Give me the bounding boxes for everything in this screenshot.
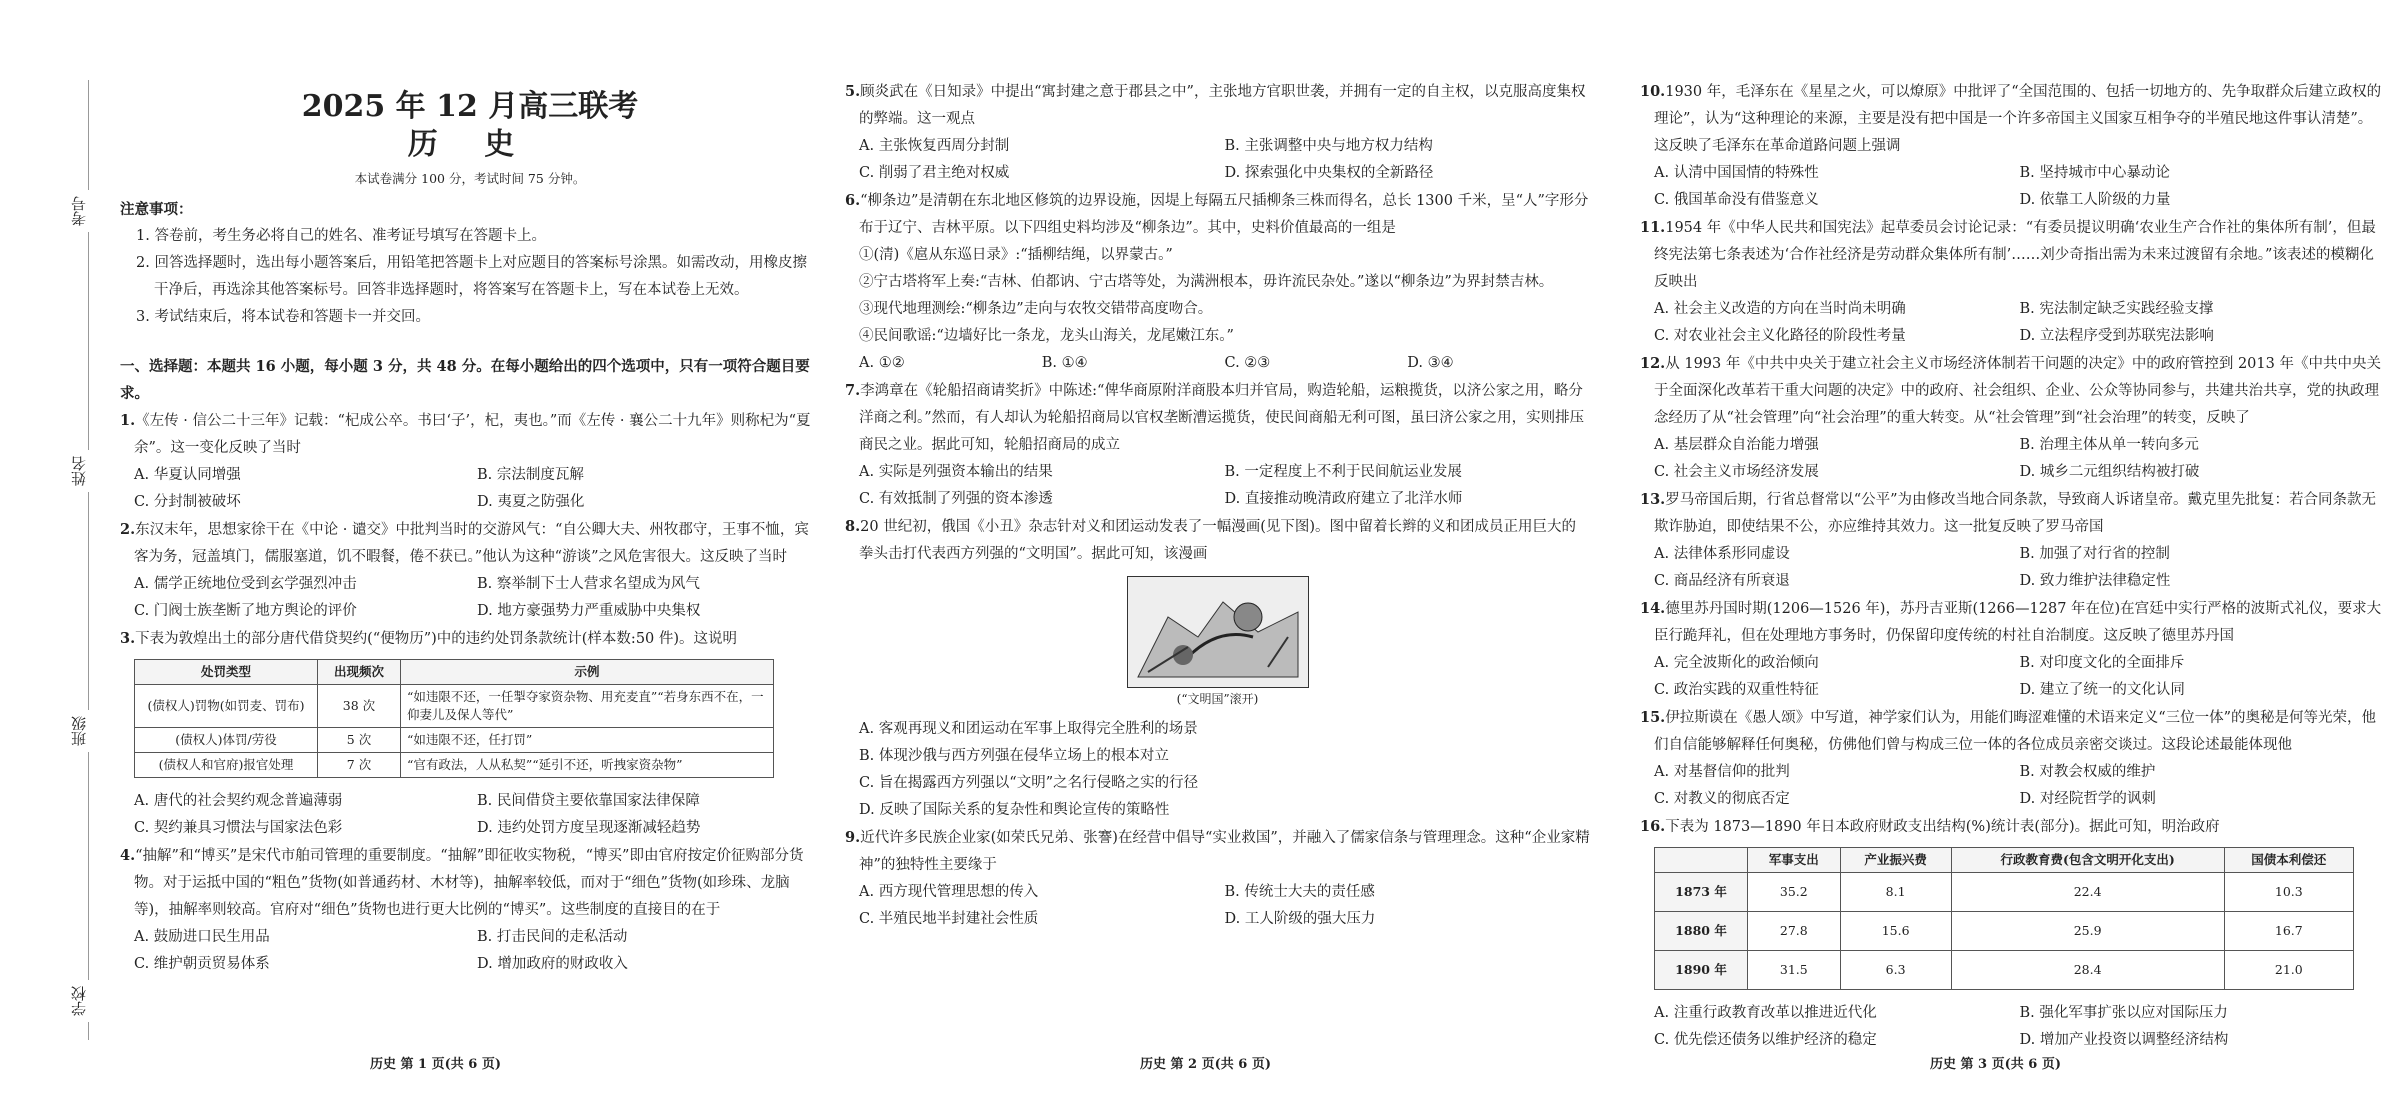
binding-label-name: 姓名 [68, 450, 89, 492]
cartoon-image [1127, 576, 1309, 688]
table-header [1655, 848, 1748, 873]
option: C. 门阀士族垄断了地方舆论的评价 [134, 603, 357, 619]
table-header: 行政教育费(包含文明开化支出) [1951, 848, 2224, 873]
option: C. ②③ [1224, 355, 1271, 371]
question-7: 7.李鸿章在《轮船招商请奖折》中陈述:“俾华商原附洋商股本归并官局，购造轮船，运粮揽货，以济公家之用，略分洋商之利。”然而，有人却认为轮船招商局以官权垄断漕运揽货，使民间商船无利可图，虽曰济公家之用，实则排压商民之业。据此可知，轮船招商局的成立 [845, 382, 1585, 453]
option: A. ①② [859, 355, 905, 371]
option: C. 分封制被破坏 [134, 494, 241, 510]
option: D. 依靠工人阶级的力量 [2019, 192, 2171, 208]
table-header: 军事支出 [1748, 848, 1841, 873]
option: B. 一定程度上不利于民间航运业发展 [1224, 464, 1462, 480]
question-6: 6.“柳条边”是清朝在东北地区修筑的边界设施，因堤上每隔五尺插柳条三株而得名，总长 1300 千米，呈“人”字形分布于辽宁、吉林平原。以下四组史料均涉及“柳条边”。其中，史料价值最高的一组是 [845, 192, 1589, 236]
question-16: 16.下表为 1873—1890 年日本政府财政支出结构(%)统计表(部分)。据此可知，明治政府 [1640, 818, 2220, 835]
option: C. 社会主义市场经济发展 [1654, 464, 1819, 480]
question-12-options [1640, 432, 2385, 486]
option: D. 立法程序受到苏联宪法影响 [2019, 328, 2214, 344]
option: A. 鼓励进口民生用品 [134, 929, 270, 945]
question-2-options [120, 571, 820, 625]
option: B. 民间借贷主要依靠国家法律保障 [477, 793, 700, 809]
option: D. 反映了国际关系的复杂性和舆论宣传的策略性 [859, 802, 1170, 818]
table-header: 产业振兴费 [1840, 848, 1951, 873]
option: C. 契约兼具习惯法与国家法色彩 [134, 820, 343, 836]
option: B. 治理主体从单一转向多元 [2019, 437, 2199, 453]
page-1-column [120, 78, 820, 978]
question-14-options [1640, 650, 2385, 704]
option: B. 对印度文化的全面排斥 [2019, 655, 2185, 671]
option: D. 致力维护法律稳定性 [2019, 573, 2171, 589]
option: D. 建立了统一的文化认同 [2019, 682, 2185, 698]
exam-subject: 历 史 [407, 127, 533, 162]
option: B. ①④ [1041, 355, 1088, 371]
table-row: (债权人)罚物(如罚麦、罚布) 38 次 “如违限不还，一任掣夺家资杂物、用充麦直”“若身东西不在，一仰妻儿及保人等代” [135, 685, 774, 728]
option: A. 认清中国国情的特殊性 [1654, 165, 1819, 181]
question-10-options [1640, 160, 2385, 214]
table-row: 1890 年 31.5 6.3 28.4 21.0 [1655, 951, 2354, 990]
question-1-options [120, 462, 820, 516]
option: A. 基层群众自治能力增强 [1654, 437, 1819, 453]
question-13-options [1640, 541, 2385, 595]
option: B. 打击民间的走私活动 [477, 929, 628, 945]
exam-title: 2025 年 12 月高三联考 [301, 89, 639, 124]
option: B. 主张调整中央与地方权力结构 [1224, 138, 1433, 154]
option: A. 唐代的社会契约观念普遍薄弱 [134, 793, 343, 809]
question-16-options [1640, 1000, 2385, 1054]
option: A. 完全波斯化的政治倾向 [1654, 655, 1819, 671]
option: A. 对基督信仰的批判 [1654, 764, 1790, 780]
question-2: 2.东汉末年，思想家徐干在《中论 · 谴交》中批判当时的交游风气：“自公卿大夫、州牧郡守，王事不恤，宾客为务，冠盖填门，儒服塞道，饥不暇餐，倦不获已。”他认为这种“游谈”之风危害很大。这反映了当时 [120, 521, 809, 565]
section-heading: 一、选择题：本题共 16 小题，每小题 3 分，共 48 分。在每小题给出的四个选项中，只有一项符合题目要求。 [120, 358, 810, 402]
option: C. 对农业社会主义化路径的阶段性考量 [1654, 328, 1906, 344]
cartoon-caption: (“文明国”滚开) [1176, 692, 1259, 706]
question-8: 8.20 世纪初，俄国《小丑》杂志针对义和团运动发表了一幅漫画(见下图)。图中留着长辫的义和团成员正用巨大的拳头击打代表西方列强的“文明国”。据此可知，该漫画 [845, 518, 1577, 562]
option: D. 直接推动晚清政府建立了北洋水师 [1224, 491, 1463, 507]
binding-strip [0, 0, 110, 1100]
binding-label-school: 学校 [68, 980, 89, 1022]
question-9: 9.近代许多民族企业家(如荣氏兄弟、张謇)在经营中倡导“实业救国”，并融入了儒家信条与管理理念。这种“企业家精神”的独特性主要缘于 [845, 829, 1590, 873]
question-13: 13.罗马帝国后期，行省总督常以“公平”为由修改当地合同条款，导致商人诉诸皇帝。戴克里先批复：若合同条款无欺诈胁迫，即使结果不公，亦应维持其效力。这一批复反映了罗马帝国 [1640, 491, 2377, 535]
option: D. 城乡二元组织结构被打破 [2019, 464, 2200, 480]
question-6-source: ①(清)《扈从东巡日录》:“插柳结绳，以界蒙古。” [859, 247, 1173, 263]
option: A. 客观再现义和团运动在军事上取得完全胜利的场景 [859, 721, 1198, 737]
question-5-options [845, 133, 1590, 187]
option: A. 社会主义改造的方向在当时尚未明确 [1654, 301, 1906, 317]
option: B. 体现沙俄与西方列强在侵华立场上的根本对立 [859, 748, 1169, 764]
option: C. 俄国革命没有借鉴意义 [1654, 192, 1819, 208]
option: A. 注重行政教育改革以推进近代化 [1654, 1005, 1877, 1021]
page-2-column [845, 78, 1590, 933]
question-3: 3.下表为敦煌出土的部分唐代借贷契约(“便物历”)中的违约处罚条款统计(样本数:50 件)。这说明 [120, 630, 738, 647]
option: D. 违约处罚方度呈现逐渐减轻趋势 [477, 820, 701, 836]
option: A. 西方现代管理思想的传入 [859, 884, 1039, 900]
question-1: 1.《左传 · 信公二十三年》记载：“杞成公卒。书曰‘子’，杞，夷也。”而《左传 · 襄公二十九年》则称杞为“夏余”。这一变化反映了当时 [120, 412, 811, 456]
question-6-source: ④民间歌谣:“边墙好比一条龙，龙头山海关，龙尾嫩江东。” [859, 328, 1234, 344]
binding-label-exam-number: 考号 [68, 190, 89, 232]
note-item: 1. 答卷前，考生务必将自己的姓名、准考证号填写在答题卡上。 [136, 228, 546, 244]
option: B. 对教会权威的维护 [2019, 764, 2156, 780]
question-3-options [120, 788, 820, 842]
binding-label-class: 班级 [68, 710, 89, 752]
question-14: 14.德里苏丹国时期(1206—1526 年)，苏丹吉亚斯(1266—1287 年在位)在宫廷中实行严格的波斯式礼仪，要求大臣行跪拜礼，但在处理地方事务时，仍保留印度传统的村社自治制度。这反映了德里苏丹国 [1640, 600, 2382, 644]
note-item: 3. 考试结束后，将本试卷和答题卡一并交回。 [136, 309, 430, 325]
table-row: (债权人)体罚/劳役 5 次 “如违限不还，任打罚” [135, 728, 774, 753]
question-9-options [845, 879, 1590, 933]
option: C. 旨在揭露西方列强以“文明”之名行侵略之实的行径 [859, 775, 1199, 791]
option: B. 宪法制定缺乏实践经验支撑 [2019, 301, 2214, 317]
table-row: 1880 年 27.8 15.6 25.9 16.7 [1655, 912, 2354, 951]
page-footer-2: 历史 第 2 页(共 6 页) [1140, 1057, 1272, 1072]
question-10: 10.1930 年，毛泽东在《星星之火，可以燎原》中批评了“全国范围的、包括一切地方的、先争取群众后建立政权的理论”，认为“这种理论的来源，主要是没有把中国是一个许多帝国主义国家互相争夺的半殖民地这件事认清楚”。这反映了毛泽东在革命道路问题上强调 [1640, 83, 2382, 154]
option: D. 夷夏之防强化 [477, 494, 585, 510]
option: C. 政治实践的双重性特征 [1654, 682, 1819, 698]
question-15-options [1640, 759, 2385, 813]
option: C. 有效抵制了列强的资本渗透 [859, 491, 1053, 507]
option: B. 传统士大夫的责任感 [1224, 884, 1375, 900]
option: C. 对教义的彻底否定 [1654, 791, 1790, 807]
option: D. ③④ [1407, 355, 1454, 371]
option: D. 增加产业投资以调整经济结构 [2019, 1032, 2229, 1048]
option: C. 半殖民地半封建社会性质 [859, 911, 1039, 927]
option: D. 增加政府的财政收入 [477, 956, 628, 972]
option: D. 地方豪强势力严重威胁中央集权 [477, 603, 701, 619]
question-11: 11.1954 年《中华人民共和国宪法》起草委员会讨论记录：“有委员提议明确‘农业生产合作社的集体所有制’，但最终宪法第七条表述为‘合作社经济是劳动群众集体所有制’……刘少奇指出需为未来过渡留有余地。”该表述的模糊化反映出 [1640, 219, 2376, 290]
question-7-options [845, 459, 1590, 513]
option: C. 商品经济有所衰退 [1654, 573, 1790, 589]
question-3-table [134, 659, 774, 778]
question-6-source: ②宁古塔将军上奏:“吉林、伯都讷、宁古塔等处，为满洲根本，毋许流民杂处。”遂以“柳条边”为界封禁吉林。 [859, 274, 1554, 290]
page-footer-3: 历史 第 3 页(共 6 页) [1930, 1057, 2062, 1072]
page-3-column [1640, 78, 2385, 1054]
option: B. 察举制下士人营求名望成为风气 [477, 576, 700, 592]
question-15: 15.伊拉斯谟在《愚人颂》中写道，神学家们认为，用能们晦涩难懂的术语来定义“三位一体”的奥秘是何等光荣，他们自信能够解释任何奥秘，仿佛他们曾与构成三位一体的各位成员亲密交谈过。这段论述最能体现他 [1640, 709, 2377, 753]
table-row: 1873 年 35.2 8.1 22.4 10.3 [1655, 873, 2354, 912]
question-11-options [1640, 296, 2385, 350]
table-header: 国债本利偿还 [2224, 848, 2353, 873]
option: B. 坚持城市中心暴动论 [2019, 165, 2170, 181]
question-6-options [845, 350, 1590, 377]
option: A. 华夏认同增强 [134, 467, 241, 483]
option: A. 主张恢复西周分封制 [859, 138, 1010, 154]
table-header: 处罚类型 [135, 660, 318, 685]
exam-info: 本试卷满分 100 分，考试时间 75 分钟。 [354, 171, 586, 186]
option: D. 工人阶级的强大压力 [1224, 911, 1376, 927]
option: D. 探索强化中央集权的全新路径 [1224, 165, 1434, 181]
option: C. 削弱了君主绝对权威 [859, 165, 1010, 181]
question-5: 5.顾炎武在《日知录》中提出“寓封建之意于郡县之中”，主张地方官职世袭，并拥有一定的自主权，以克服高度集权的弊端。这一观点 [845, 83, 1586, 127]
question-16-table [1654, 847, 2354, 990]
note-item: 2. 回答选择题时，选出每小题答案后，用铅笔把答题卡上对应题目的答案标号涂黑。如需改动，用橡皮擦干净后，再选涂其他答案标号。回答非选择题时，将答案写在答题卡上，写在本试卷上无效。 [136, 255, 807, 298]
question-12: 12.从 1993 年《中共中央关于建立社会主义市场经济体制若干问题的决定》中的政府管控到 2013 年《中共中央关于全面深化改革若干重大问题的决定》中的政府、社会组织、企业、公众等协同参与，共建共治共享，党的执政理念经历了从“社会管理”向“社会治理”的重大转变。从“社会管理”到“社会治理”的转变，反映了 [1640, 355, 2381, 426]
question-6-source: ③现代地理测绘:“柳条边”走向与农牧交错带高度吻合。 [859, 301, 1213, 317]
table-header: 示例 [401, 660, 774, 685]
option: C. 维护朝贡贸易体系 [134, 956, 270, 972]
question-4-options [120, 924, 820, 978]
notes-heading: 注意事项： [120, 201, 193, 218]
table-header: 出现频次 [318, 660, 401, 685]
table-row: (债权人和官府)报官处理 7 次 “官有政法，人从私契”“延引不还，听拽家资杂物” [135, 753, 774, 778]
option: A. 儒学正统地位受到玄学强烈冲击 [134, 576, 357, 592]
option: B. 加强了对行省的控制 [2019, 546, 2170, 562]
option: B. 强化军事扩张以应对国际压力 [2019, 1005, 2228, 1021]
question-4: 4.“抽解”和“博买”是宋代市舶司管理的重要制度。“抽解”即征收实物税，“博买”即由官府按定价征购部分货物。对于运抵中国的“粗色”货物(如普通药材、木材等)，抽解率较低，而对于“细色”货物(如珍珠、龙脑等)，抽解率则较高。官府对“细色”货物也进行更大比例的“博买”。这些制度的直接目的在于 [120, 847, 804, 918]
option: A. 实际是列强资本输出的结果 [859, 464, 1053, 480]
page-footer-1: 历史 第 1 页(共 6 页) [370, 1057, 502, 1072]
option: A. 法律体系形同虚设 [1654, 546, 1790, 562]
option: B. 宗法制度瓦解 [477, 467, 584, 483]
option: C. 优先偿还债务以维护经济的稳定 [1654, 1032, 1877, 1048]
option: D. 对经院哲学的讽刺 [2019, 791, 2156, 807]
